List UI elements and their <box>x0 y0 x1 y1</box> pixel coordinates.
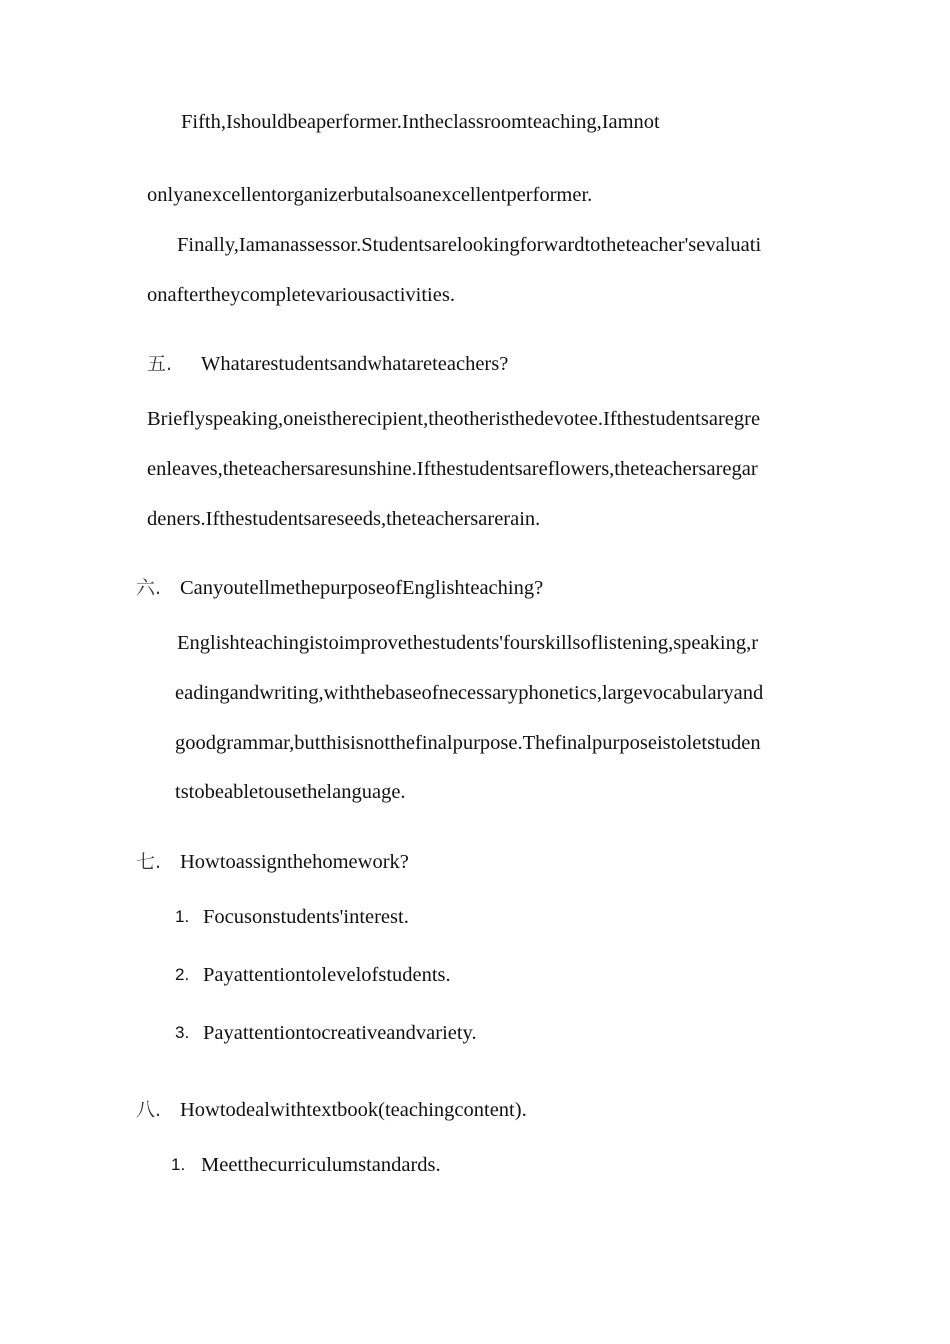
section-7-item-1-marker: 1. <box>175 907 190 926</box>
para-fifth-line-1: Fifth,Ishouldbeaperformer.Intheclassroomteaching,Iamnot <box>181 111 660 133</box>
section-8-item-1-text: Meetthecurriculumstandards. <box>201 1154 441 1176</box>
section-6-line-2: eadingandwriting,withthebaseofnecessaryphonetics,largevocabularyand <box>175 682 764 704</box>
para-finally-line-2: onaftertheycompletevariousactivities. <box>147 284 455 306</box>
para-finally-line-1: Finally,Iamanassessor.Studentsarelookingforwardtotheteacher'sevaluati <box>177 234 762 256</box>
section-8-number: 八. <box>136 1099 162 1121</box>
section-5-line-1: Brieflyspeaking,oneistherecipient,theotheristhedevotee.Ifthestudentsaregre <box>147 408 761 430</box>
section-5-heading: Whatarestudentsandwhatareteachers? <box>201 353 509 375</box>
section-6-heading: CanyoutellmethepurposeofEnglishteaching? <box>180 577 544 599</box>
section-7-number: 七. <box>136 851 162 873</box>
section-8-heading: Howtodealwithtextbook(teachingcontent). <box>180 1099 527 1121</box>
section-5-number: 五. <box>147 353 173 375</box>
section-6-line-4: tstobeabletousethelanguage. <box>175 781 406 803</box>
section-6-line-1: Englishteachingistoimprovethestudents'fourskillsoflistening,speaking,r <box>177 632 759 654</box>
section-5-line-2: enleaves,theteachersaresunshine.Ifthestudentsareflowers,theteachersaregar <box>147 458 758 480</box>
section-7-heading: Howtoassignthehomework? <box>180 851 409 873</box>
section-7-item-2-text: Payattentiontolevelofstudents. <box>203 964 451 986</box>
section-7-item-3-marker: 3. <box>175 1023 190 1042</box>
section-7-item-3-text: Payattentiontocreativeandvariety. <box>203 1022 477 1044</box>
section-7-item-1-text: Focusonstudents'interest. <box>203 906 409 928</box>
para-fifth-line-2: onlyanexcellentorganizerbutalsoanexcellentperformer. <box>147 184 593 206</box>
section-7-item-2-marker: 2. <box>175 965 190 984</box>
section-6-line-3: goodgrammar,butthisisnotthefinalpurpose.Thefinalpurposeistoletstuden <box>175 732 761 754</box>
section-6-number: 六. <box>136 577 162 599</box>
section-5-line-3: deners.Ifthestudentsareseeds,theteachersarerain. <box>147 508 541 530</box>
section-8-item-1-marker: 1. <box>171 1155 186 1174</box>
